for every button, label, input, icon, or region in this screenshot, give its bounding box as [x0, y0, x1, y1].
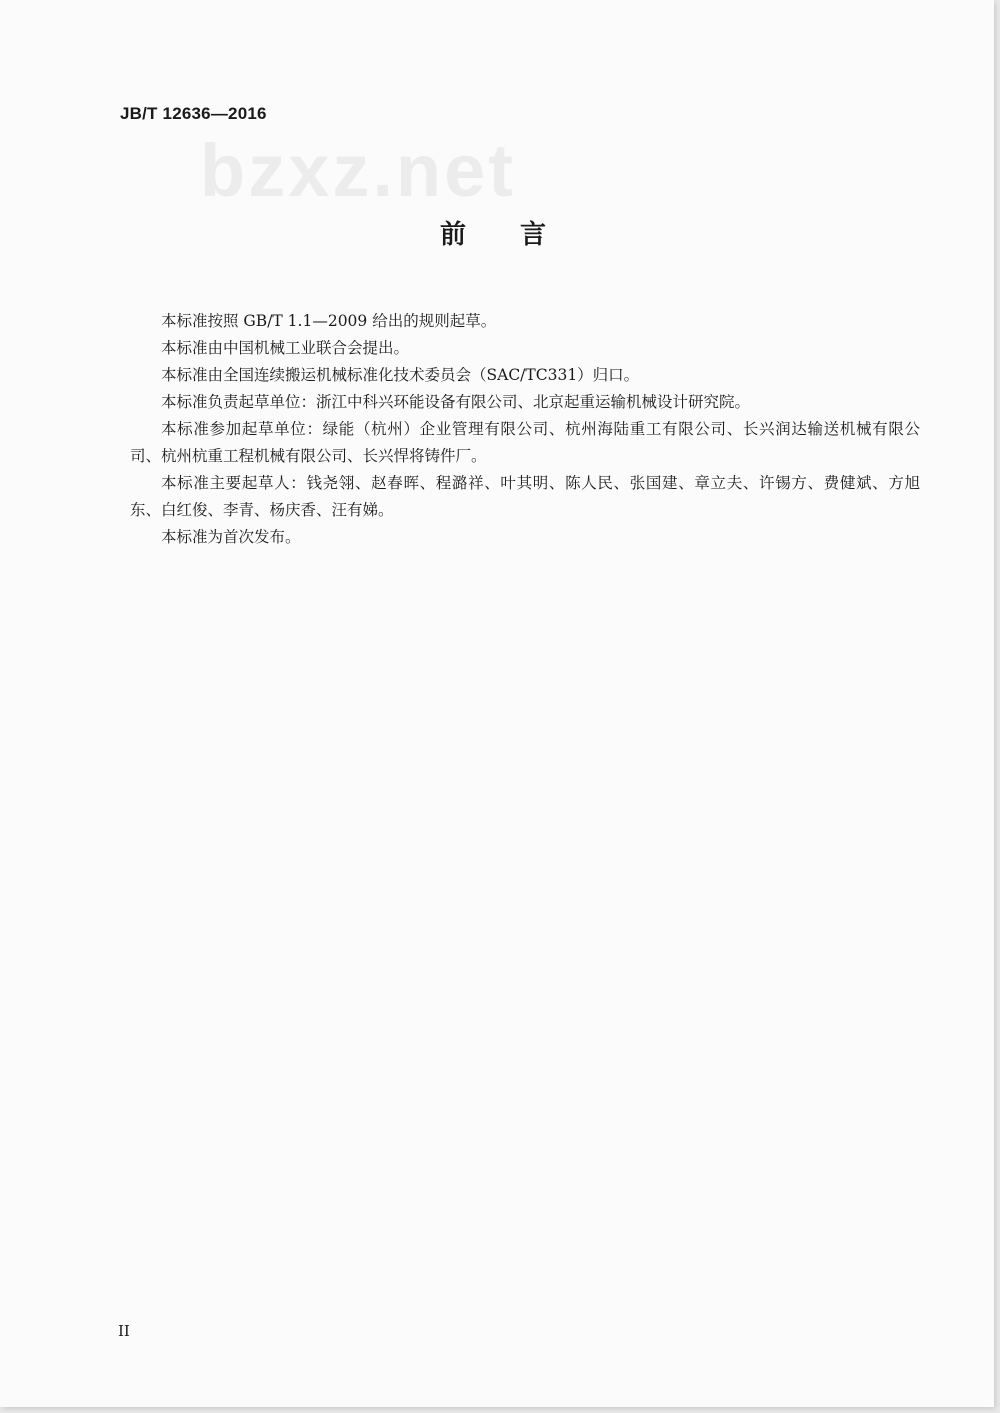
page-title: 前言: [439, 220, 600, 250]
paragraph-proposer: 本标准由中国机械工业联合会提出。: [161, 339, 410, 357]
paragraph-main-drafters: 本标准主要起草人：钱尧翎、赵春晖、程潞祥、叶其明、陈人民、张国建、章立夫、许锡方、费健斌、方旭东、白红俊、李青、杨庆香、汪有娣。: [130, 474, 920, 519]
standard-code: JB/T 12636—2016: [120, 104, 267, 123]
paragraph-first-release: 本标准为首次发布。: [161, 528, 301, 546]
foreword-body: [130, 308, 920, 551]
watermark: bzxz.net: [200, 129, 516, 212]
paragraph-responsible-drafter: 本标准负责起草单位：浙江中科兴环能设备有限公司、北京起重运输机械设计研究院。: [161, 393, 751, 411]
paragraph-drafting-rules: 本标准按照 GB/T 1.1—2009 给出的规则起草。: [161, 312, 497, 330]
paragraph-participating-drafters: 本标准参加起草单位：绿能（杭州）企业管理有限公司、杭州海陆重工有限公司、长兴润达输送机械有限公司、杭州杭重工程机械有限公司、长兴悍将铸件厂。: [130, 420, 920, 465]
paragraph-centralized-unit: 本标准由全国连续搬运机械标准化技术委员会（SAC/TC331）归口。: [161, 366, 640, 384]
page-number: II: [118, 1322, 130, 1340]
